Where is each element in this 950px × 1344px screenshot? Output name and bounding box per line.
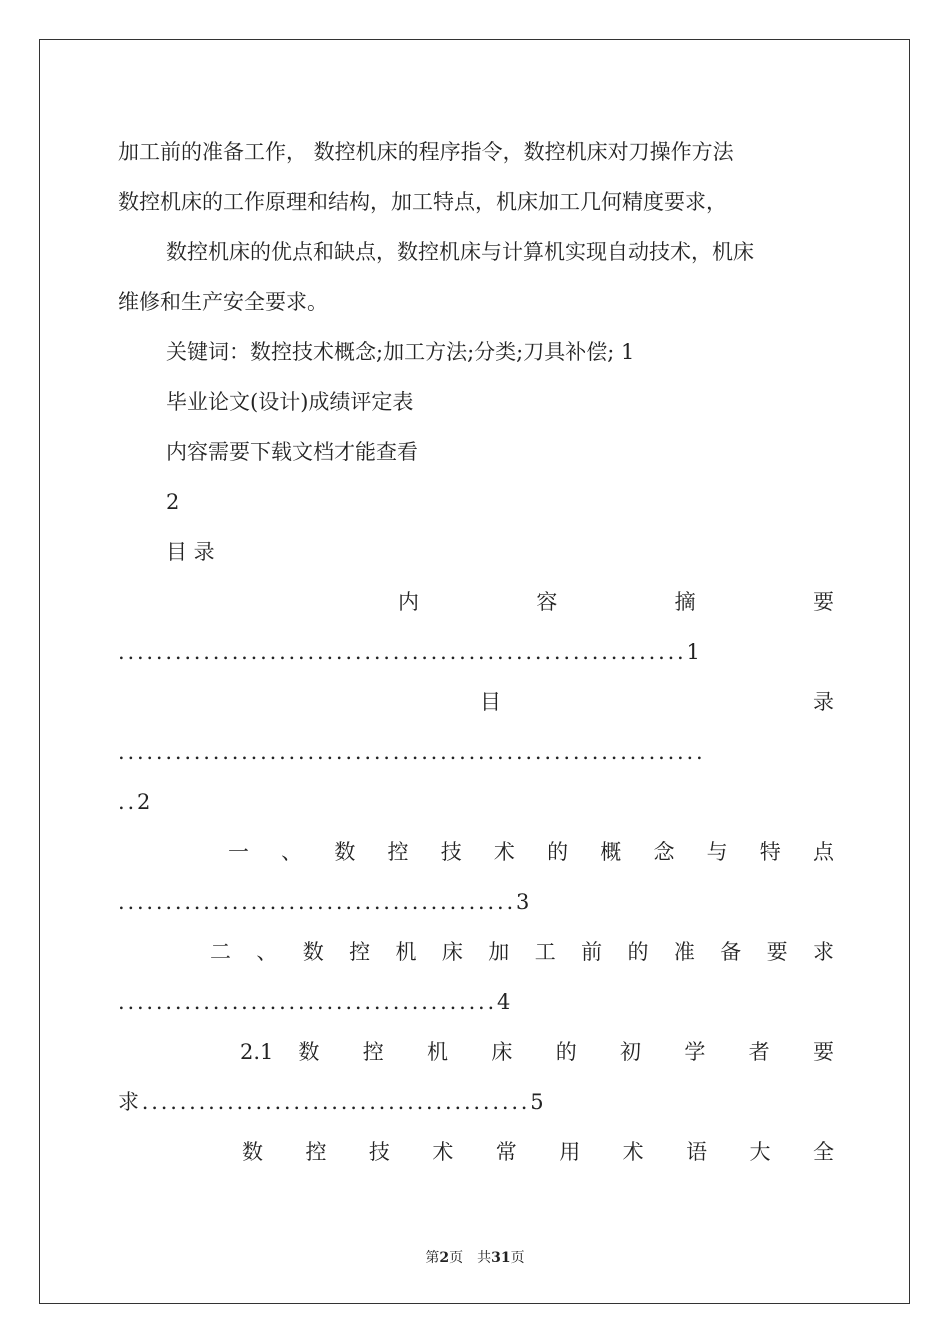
body-paragraph-2: 数控机床的工作原理和结构，加工特点，机床加工几何精度要求，	[118, 190, 727, 214]
page-number-text: 2	[166, 490, 180, 514]
toc-entry-leader: ............................................................1	[118, 640, 703, 664]
page-footer	[0, 1247, 950, 1267]
toc-entry-title: 二 、 数 控 机 床 加 工 前 的 准 备 要 求	[210, 940, 834, 964]
toc-entry-leader: 求.........................................5	[118, 1090, 547, 1114]
toc-entry-leader-continued: ..2	[118, 790, 154, 814]
footer-prefix: 第	[425, 1250, 440, 1266]
document-body	[118, 127, 834, 1177]
footer-total-pages: 31	[491, 1250, 511, 1266]
footer-suffix: 页	[510, 1250, 525, 1266]
toc-entry-title: 目 录	[480, 690, 834, 714]
footer-mid: 页 共	[449, 1250, 492, 1266]
footer-page-number: 2	[439, 1250, 450, 1266]
toc-entry-title: 数 控 技 术 常 用 术 语 大 全	[242, 1140, 834, 1164]
toc-entry-leader: ..........................................3	[118, 890, 533, 914]
toc-entry-leader: ..............................................................	[118, 740, 706, 764]
keywords-line: 关键词：数控技术概念;加工方法;分类;刀具补偿; 1	[166, 340, 635, 364]
body-paragraph-3-line-2: 维修和生产安全要求。	[118, 290, 328, 314]
download-note: 内容需要下载文档才能查看	[166, 440, 418, 464]
toc-heading: 目 录	[166, 540, 215, 564]
toc-entry-leader: ........................................4	[118, 990, 514, 1014]
table-title: 毕业论文(设计)成绩评定表	[166, 390, 414, 414]
body-paragraph-3-line-1: 数控机床的优点和缺点，数控机床与计算机实现自动技术，机床	[166, 240, 754, 264]
toc-entry-title: 2.1 数 控 机 床 的 初 学 者 要	[240, 1040, 834, 1064]
body-paragraph-1: 加工前的准备工作， 数控机床的程序指令，数控机床对刀操作方法	[118, 140, 734, 164]
toc-entry-title: 内 容 摘 要	[398, 590, 834, 614]
toc-entry-title: 一 、 数 控 技 术 的 概 念 与 特 点	[228, 840, 834, 864]
